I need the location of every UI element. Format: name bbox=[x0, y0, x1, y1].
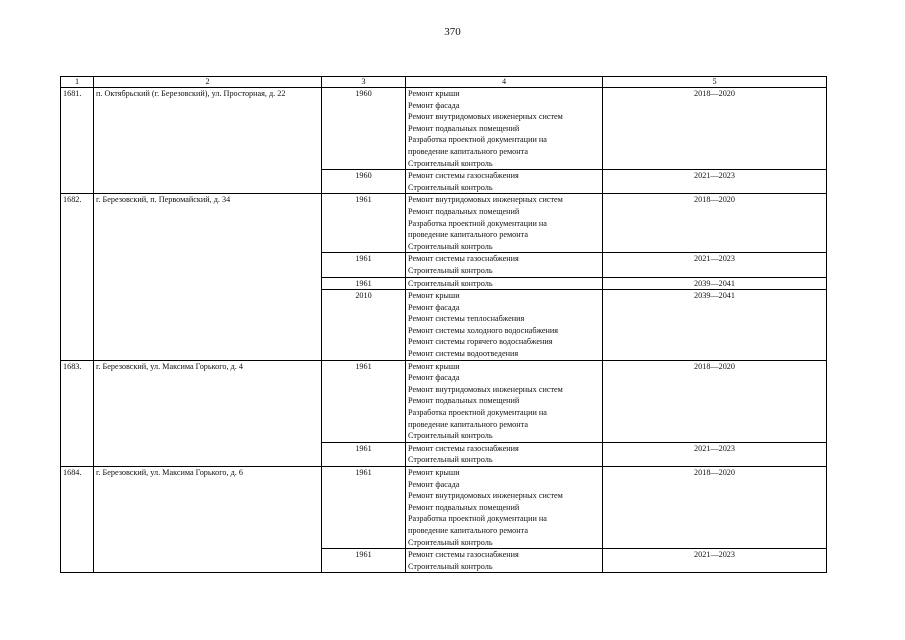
work-item: Ремонт внутридомовых инженерных систем bbox=[408, 195, 563, 205]
work-item: Ремонт крыши bbox=[408, 361, 460, 371]
work-item: проведение капитального ремонта bbox=[408, 146, 528, 156]
column-header-3: 3 bbox=[322, 77, 406, 88]
work-item: Ремонт внутридомовых инженерных систем bbox=[408, 491, 563, 501]
period-cell: 2018—2020 bbox=[603, 360, 827, 442]
work-item: Ремонт системы теплоснабжения bbox=[408, 314, 525, 324]
work-item: Разработка проектной документации на bbox=[408, 408, 547, 418]
work-item: Строительный контроль bbox=[408, 241, 493, 251]
work-item: проведение капитального ремонта bbox=[408, 230, 528, 240]
period-cell: 2039—2041 bbox=[603, 290, 827, 361]
build-year-cell: 1960 bbox=[322, 170, 406, 194]
works-cell bbox=[406, 290, 603, 361]
work-item: Ремонт системы газоснабжения bbox=[408, 254, 519, 264]
table-row bbox=[61, 88, 827, 170]
table-row bbox=[61, 360, 827, 442]
period-cell: 2021—2023 bbox=[603, 253, 827, 277]
work-item: Ремонт подвальных помещений bbox=[408, 502, 520, 512]
work-item: Ремонт крыши bbox=[408, 468, 460, 477]
repair-schedule-table bbox=[60, 76, 827, 573]
work-item: Ремонт системы водоотведения bbox=[408, 349, 519, 359]
period-cell: 2039—2041 bbox=[603, 277, 827, 290]
work-item: Строительный контроль bbox=[408, 158, 493, 168]
work-item: Ремонт системы горячего водоснабжения bbox=[408, 337, 553, 347]
work-item: Ремонт фасада bbox=[408, 302, 460, 312]
work-item: Строительный контроль bbox=[408, 431, 493, 441]
period-cell: 2021—2023 bbox=[603, 442, 827, 466]
build-year-cell: 2010 bbox=[322, 290, 406, 361]
work-item: Разработка проектной документации на bbox=[408, 135, 547, 145]
column-header-1: 1 bbox=[61, 77, 94, 88]
work-item: Строительный контроль bbox=[408, 278, 493, 288]
build-year-cell: 1961 bbox=[322, 442, 406, 466]
work-item: Строительный контроль bbox=[408, 182, 493, 192]
works-cell bbox=[406, 442, 603, 466]
work-item: Ремонт подвальных помещений bbox=[408, 396, 520, 406]
entry-number: 1681. bbox=[61, 88, 94, 194]
build-year-cell: 1961 bbox=[322, 549, 406, 573]
column-header-5: 5 bbox=[603, 77, 827, 88]
work-item: Строительный контроль bbox=[408, 561, 493, 571]
work-item: Ремонт подвальных помещений bbox=[408, 206, 520, 216]
work-item: Ремонт внутридомовых инженерных систем bbox=[408, 384, 563, 394]
entry-address: г. Березовский, п. Первомайский, д. 34 bbox=[94, 194, 322, 360]
build-year-cell: 1961 bbox=[322, 194, 406, 253]
work-item: Ремонт подвальных помещений bbox=[408, 123, 520, 133]
work-item: Ремонт фасада bbox=[408, 479, 460, 489]
work-item: Строительный контроль bbox=[408, 537, 493, 547]
build-year-cell: 1960 bbox=[322, 88, 406, 170]
works-cell bbox=[406, 253, 603, 277]
work-item: Строительный контроль bbox=[408, 455, 493, 465]
works-cell bbox=[406, 360, 603, 442]
build-year-cell: 1961 bbox=[322, 253, 406, 277]
table-body bbox=[61, 77, 827, 573]
period-cell: 2018—2020 bbox=[603, 88, 827, 170]
works-cell bbox=[406, 88, 603, 170]
entry-number: 1683. bbox=[61, 360, 94, 466]
entry-address: г. Березовский, ул. Максима Горького, д. 6 bbox=[94, 467, 322, 573]
works-cell bbox=[406, 170, 603, 194]
table-row bbox=[61, 467, 827, 549]
work-item: Разработка проектной документации на bbox=[408, 514, 547, 524]
works-cell bbox=[406, 549, 603, 573]
period-cell: 2018—2020 bbox=[603, 194, 827, 253]
work-item: Ремонт системы газоснабжения bbox=[408, 550, 519, 560]
period-cell: 2021—2023 bbox=[603, 170, 827, 194]
work-item: Ремонт системы газоснабжения bbox=[408, 171, 519, 181]
works-cell bbox=[406, 277, 603, 290]
works-cell bbox=[406, 194, 603, 253]
work-item: Разработка проектной документации на bbox=[408, 218, 547, 228]
build-year-cell: 1961 bbox=[322, 277, 406, 290]
work-item: проведение капитального ремонта bbox=[408, 525, 528, 535]
entry-address: п. Октябрьский (г. Березовский), ул. Просторная, д. 22 bbox=[94, 88, 322, 194]
column-number-row bbox=[61, 77, 827, 88]
work-item: проведение капитального ремонта bbox=[408, 419, 528, 429]
work-item: Строительный контроль bbox=[408, 265, 493, 275]
work-item: Ремонт фасада bbox=[408, 100, 460, 110]
entry-number: 1682. bbox=[61, 194, 94, 360]
work-item: Ремонт крыши bbox=[408, 291, 460, 301]
work-item: Ремонт системы холодного водоснабжения bbox=[408, 325, 559, 335]
build-year-cell: 1961 bbox=[322, 360, 406, 442]
period-cell: 2018—2020 bbox=[603, 467, 827, 549]
page-number: 370 bbox=[444, 26, 461, 38]
works-cell bbox=[406, 467, 603, 549]
work-item: Ремонт внутридомовых инженерных систем bbox=[408, 112, 563, 122]
work-item: Ремонт крыши bbox=[408, 89, 460, 98]
entry-address: г. Березовский, ул. Максима Горького, д. 4 bbox=[94, 360, 322, 466]
work-item: Ремонт системы газоснабжения bbox=[408, 443, 519, 453]
table-row bbox=[61, 194, 827, 253]
build-year-cell: 1961 bbox=[322, 467, 406, 549]
entry-number: 1684. bbox=[61, 467, 94, 573]
column-header-4: 4 bbox=[406, 77, 603, 88]
period-cell: 2021—2023 bbox=[603, 549, 827, 573]
column-header-2: 2 bbox=[94, 77, 322, 88]
work-item: Ремонт фасада bbox=[408, 373, 460, 383]
